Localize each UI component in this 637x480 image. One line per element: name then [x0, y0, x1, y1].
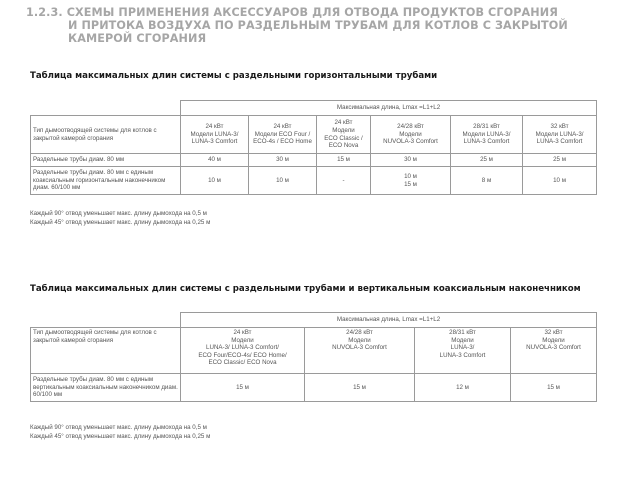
- table1-cell: 10 м 15 м: [371, 167, 451, 195]
- table1-corner: [31, 101, 181, 116]
- table1-cell: 10 м: [249, 167, 317, 195]
- table2-cell: 15 м: [181, 374, 305, 402]
- table1-cell: 30 м: [249, 154, 317, 167]
- table1-cell: 30 м: [371, 154, 451, 167]
- table1-cell: 25 м: [451, 154, 523, 167]
- table2-note-90: Каждый 90° отвод уменьшает макс. длину дымохода на 0,5 м: [30, 424, 207, 431]
- table1-row-label: Раздельные трубы диам. 80 мм: [31, 154, 181, 167]
- table-row: [31, 167, 597, 195]
- table1-title: Таблица максимальных длин системы с раздельными горизонтальными трубами: [30, 71, 438, 81]
- table1-cell: -: [317, 167, 371, 195]
- table1-max-header: Максимальная длина, Lmax =L1+L2: [181, 101, 597, 116]
- table1-cell: 25 м: [523, 154, 597, 167]
- table2-cell: 12 м: [415, 374, 511, 402]
- table2-corner: [31, 313, 181, 328]
- table1-cell: 40 м: [181, 154, 249, 167]
- table1-note-45: Каждый 45° отвод уменьшает макс. длину дымохода на 0,25 м: [30, 218, 211, 226]
- section-heading: [26, 6, 586, 45]
- table1-cell: 15 м: [317, 154, 371, 167]
- table2-row-label: Раздельные трубы диам. 80 мм с единым вертикальным коаксиальным наконечником диам. 60/100 мм: [31, 374, 181, 402]
- table1-cell: 10 м: [181, 167, 249, 195]
- table1-column-header: 24 кВт Модели ECO Classic / ECO Nova: [317, 116, 371, 154]
- table1-notes: [30, 210, 210, 227]
- section-heading-line-2: И ПРИТОКА ВОЗДУХА ПО РАЗДЕЛЬНЫМ ТРУБАМ ДЛЯ КОТЛОВ С ЗАКРЫТОЙ: [68, 19, 568, 32]
- section-heading-line-3: КАМЕРОЙ СГОРАНИЯ: [68, 32, 207, 45]
- table2-max-header: Максимальная длина, Lmax =L1+L2: [181, 313, 597, 328]
- table2-cell: 15 м: [305, 374, 415, 402]
- section-heading-line-1: 1.2.3. СХЕМЫ ПРИМЕНЕНИЯ АКСЕССУАРОВ ДЛЯ ОТВОДА ПРОДУКТОВ СГОРАНИЯ: [26, 6, 558, 19]
- table1: [30, 100, 597, 195]
- table2-title: Таблица максимальных длин системы с раздельными трубами и вертикальным коаксиальным наконечником: [30, 284, 581, 294]
- table1-note-90: Каждый 90° отвод уменьшает макс. длину дымохода на 0,5 м: [30, 210, 207, 217]
- table1-cell: 10 м: [523, 167, 597, 195]
- table1-type-label: Тип дымоотводящей системы для котлов с закрытой камерой сгорания: [31, 116, 181, 154]
- table1-column-header: 32 кВт Модели LUNA-3/ LUNA-3 Comfort: [523, 116, 597, 154]
- table-row: [31, 374, 597, 402]
- table1-column-header: 24 кВт Модели ECO Four / ECO-4s / ECO Home: [249, 116, 317, 154]
- table2-notes: [30, 424, 210, 441]
- table1-column-header: 24/28 кВт Модели NUVOLA-3 Comfort: [371, 116, 451, 154]
- table2-column-header: 32 кВт Модели NUVOLA-3 Comfort: [511, 328, 597, 374]
- table2-note-45: Каждый 45° отвод уменьшает макс. длину дымохода на 0,25 м: [30, 432, 211, 440]
- table2-column-header: 24 кВт Модели LUNA-3/ LUNA-3 Comfort/ ECO Four/ECO-4s/ ECO Home/ ECO Classic/ ECO Nova: [181, 328, 305, 374]
- table2-column-header: 24/28 кВт Модели NUVOLA-3 Comfort: [305, 328, 415, 374]
- table2-column-header: 28/31 кВт Модели LUNA-3/ LUNA-3 Comfort: [415, 328, 511, 374]
- table1-column-header: 28/31 кВт Модели LUNA-3/ LUNA-3 Comfort: [451, 116, 523, 154]
- table1-row-label: Раздельные трубы диам. 80 мм с единым коаксиальным горизонтальным наконечником диам. 60/100 мм: [31, 167, 181, 195]
- table1-column-header: 24 кВт Модели LUNA-3/ LUNA-3 Comfort: [181, 116, 249, 154]
- table-row: [31, 154, 597, 167]
- table2: [30, 312, 597, 402]
- table1-cell: 8 м: [451, 167, 523, 195]
- table2-type-label: Тип дымоотводящей системы для котлов с закрытой камерой сгорания: [31, 328, 181, 374]
- table2-cell: 15 м: [511, 374, 597, 402]
